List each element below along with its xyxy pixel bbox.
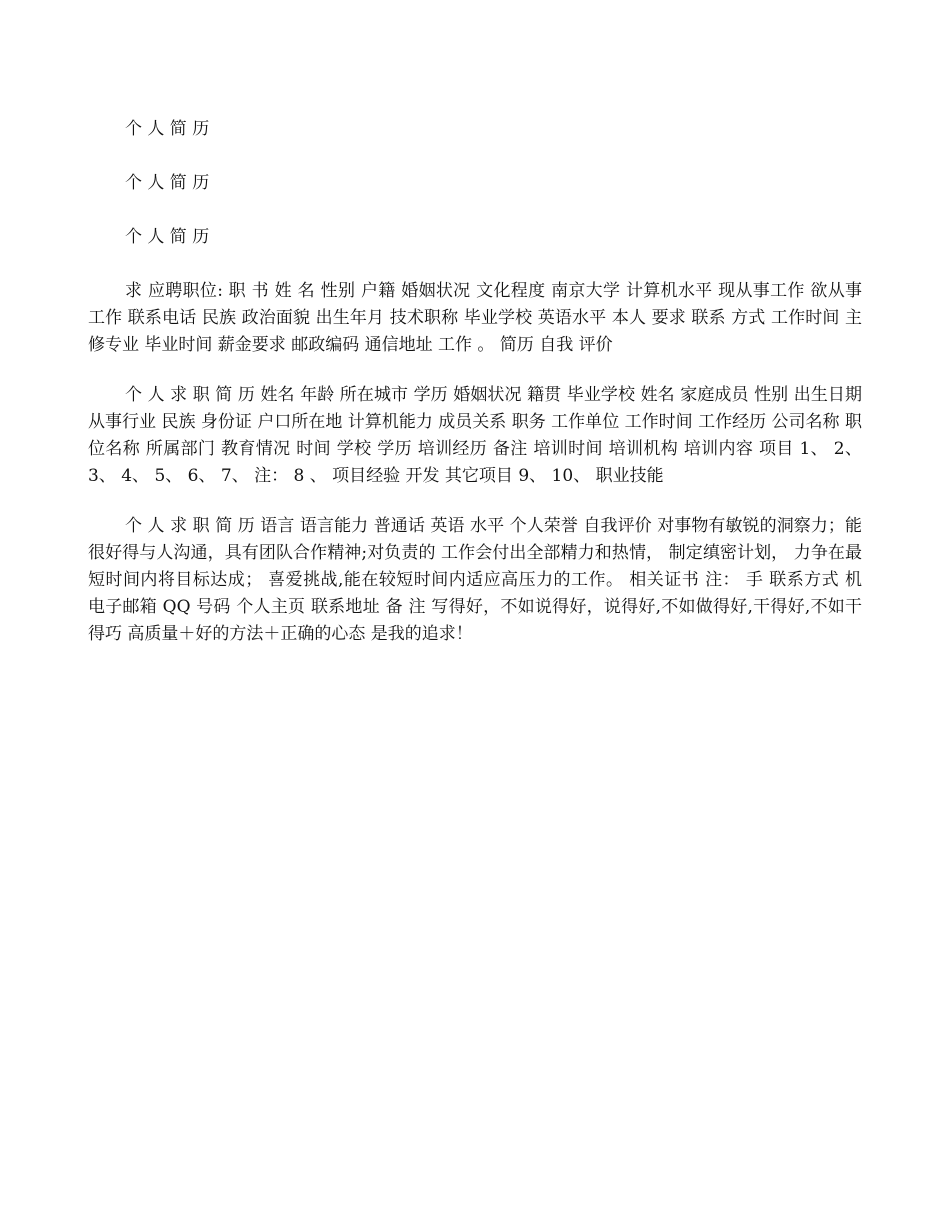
resume-heading-3: 个 人 简 历 [125, 227, 210, 247]
personal-details-experience-paragraph: 个 人 求 职 简 历 姓名 年龄 所在城市 学历 婚姻状况 籍贯 毕业学校 姓名 家庭成员 性别 出生日期 从事行业 民族 身份证 户口所在地 计算机能力 成员关系 职务 工作单位 工作时间 工作经历 公司名称 职位名称 所属部门 教育情况 时间 学校 学历 培训经历 备注 培训时间 培训机构 培训内容 项目 1、 2、 3、 4、 5、 6、 7、 注： 8 、 项目经验 开发 其它项目 9、 10、 职业技能 [88, 385, 862, 486]
document-page [88, 116, 862, 671]
resume-heading-1: 个 人 简 历 [125, 119, 210, 139]
resume-heading-2: 个 人 简 历 [125, 173, 210, 193]
job-application-fields-paragraph: 求 应聘职位: 职 书 姓 名 性别 户籍 婚姻状况 文化程度 南京大学 计算机水平 现从事工作 欲从事工作 联系电话 民族 政治面貌 出生年月 技术职称 毕业学校 英语水平 本人 要求 联系 方式 工作时间 主修专业 毕业时间 薪金要求 邮政编码 通信地址 工作 。 简历 自我 评价 [88, 281, 862, 355]
language-self-evaluation-paragraph: 个 人 求 职 简 历 语言 语言能力 普通话 英语 水平 个人荣誉 自我评价 对事物有敏锐的洞察力；能很好得与人沟通，具有团队合作精神;对负责的 工作会付出全部精力和热情， 制定缜密计划， 力争在最短时间内将目标达成； 喜爱挑战,能在较短时间内适应高压力的工作。 相关证书 注： 手 联系方式 机 电子邮箱 QQ 号码 个人主页 联系地址 备 注 写得好，不如说得好，说得好,不如做得好,干得好,不如干得巧 高质量＋好的方法＋正确的心态 是我的追求！ [88, 516, 862, 644]
